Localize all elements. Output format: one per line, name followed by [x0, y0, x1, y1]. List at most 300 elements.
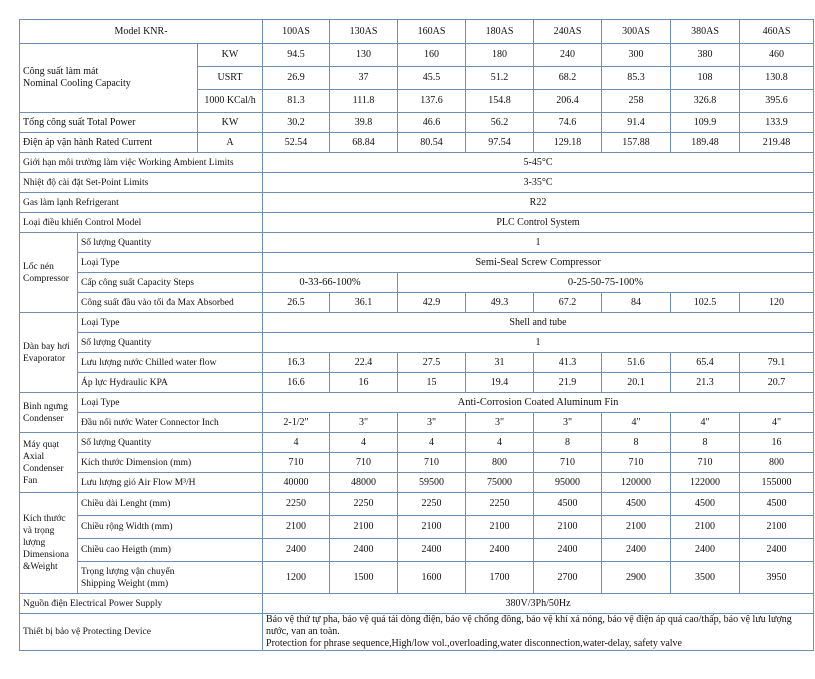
evaporator-flow-label	[78, 353, 263, 373]
fan-airflow-value	[602, 473, 671, 493]
evaporator-type-value-text: Shell and tube	[509, 316, 567, 328]
dims-height-value	[466, 539, 534, 562]
fan-airflow-value	[534, 473, 602, 493]
cooling-unit	[198, 44, 263, 67]
compressor-quantity-label-text: Số lượng Quantity	[81, 237, 152, 248]
dims-length-value	[534, 493, 602, 516]
cooling-value	[602, 44, 671, 67]
condenser-connector-value-text: 2-1/2"	[283, 416, 309, 428]
evaporator-pressure-value	[398, 373, 466, 393]
dims-width-value-text: 2100	[489, 521, 510, 532]
cooling-value-text: 240	[560, 49, 576, 60]
dims-height-value	[740, 539, 814, 562]
total-power-value-text: 46.6	[422, 116, 441, 128]
protection-value-text: Bảo vệ thứ tự pha, bảo vệ quá tải dòng điện, bảo vệ chống đông, bảo vệ khí xả nóng, bảo vệ điện áp quá cao/thấp, bảo vệ lưu lượng nước, van an toàn.	[266, 614, 792, 637]
model-name	[398, 20, 466, 44]
dims-weight-value	[330, 562, 398, 594]
cooling-value	[398, 44, 466, 67]
condenser-connector-value	[671, 413, 740, 433]
fan-dimension-value-text: 710	[356, 456, 372, 468]
cooling-value-text: 206.4	[556, 95, 579, 106]
rated-current-value	[398, 133, 466, 153]
dims-length-value-text: 2250	[353, 498, 374, 509]
total-power-label	[20, 113, 198, 133]
evaporator-pressure-value-text: 16	[358, 376, 369, 388]
compressor-max-label	[78, 293, 263, 313]
cooling-value	[671, 90, 740, 113]
control-value	[263, 213, 814, 233]
cooling-value	[398, 67, 466, 90]
evaporator-type-row	[20, 313, 814, 333]
fan-dimension-value	[263, 453, 330, 473]
evaporator-flow-value	[398, 353, 466, 373]
fan-airflow-value-text: 75000	[487, 476, 513, 488]
dims-width-value-text: 2100	[557, 521, 578, 532]
dims-height-value	[671, 539, 740, 562]
fan-airflow-value	[740, 473, 814, 493]
dims-length-value	[263, 493, 330, 516]
cooling-value	[330, 90, 398, 113]
evaporator-pressure-row	[20, 373, 814, 393]
compressor-steps-a-text: 0-33-66-100%	[299, 276, 361, 288]
compressor-quantity-row	[20, 233, 814, 253]
cooling-value-text: 111.8	[352, 95, 375, 106]
rated-current-value-text: 80.54	[420, 136, 443, 148]
dims-weight-value-text: 2700	[557, 571, 578, 583]
model-name	[263, 20, 330, 44]
fan-quantity-value-text: 4	[497, 436, 503, 448]
evaporator-flow-value	[602, 353, 671, 373]
ambient-value	[263, 153, 814, 173]
rated-current-value-text: 219.48	[762, 136, 791, 148]
dims-weight-label-text: Shipping Weight (mm)	[81, 578, 169, 589]
rated-current-unit	[198, 133, 263, 153]
evaporator-flow-value	[330, 353, 398, 373]
evaporator-group-text: Dàn bay hơi	[23, 341, 70, 352]
dims-height-value	[330, 539, 398, 562]
total-power-value-text: 30.2	[287, 116, 305, 128]
dims-width-label	[78, 516, 263, 539]
refrigerant-value-text: R22	[529, 196, 547, 208]
dims-length-value	[330, 493, 398, 516]
compressor-group-text: Compressor	[23, 273, 69, 284]
fan-dimension-value-text: 710	[628, 456, 644, 468]
condenser-connector-value	[740, 413, 814, 433]
dims-length-row	[20, 493, 814, 516]
compressor-steps-label-text: Cấp công suất Capacity Steps	[81, 277, 194, 288]
fan-quantity-value	[398, 433, 466, 453]
dims-length-label	[78, 493, 263, 516]
cooling-value-text: 160	[424, 49, 440, 60]
total-power-value-text: 109.9	[693, 116, 717, 128]
cooling-value	[398, 90, 466, 113]
fan-dimension-value-text: 710	[560, 456, 576, 468]
fan-group-text: Condenser	[23, 463, 64, 474]
dims-height-row	[20, 539, 814, 562]
cooling-value-text: 85.3	[627, 72, 645, 83]
cooling-value	[671, 44, 740, 67]
compressor-max-value	[263, 293, 330, 313]
condenser-connector-value	[466, 413, 534, 433]
cooling-unit	[198, 90, 263, 113]
rated-current-value-text: 68.84	[352, 136, 375, 148]
dims-weight-label	[78, 562, 263, 594]
cooling-value	[263, 44, 330, 67]
dims-width-value-text: 2100	[766, 521, 787, 532]
evaporator-flow-value-text: 16.3	[287, 356, 305, 368]
compressor-type-label	[78, 253, 263, 273]
cooling-value-text: 154.8	[488, 95, 511, 106]
rated-current-value-text: 52.54	[284, 136, 308, 148]
condenser-connector-value	[263, 413, 330, 433]
fan-dimension-value-text: 710	[697, 456, 713, 468]
model-name-text: 180AS	[485, 25, 514, 37]
fan-quantity-value-text: 8	[633, 436, 639, 448]
condenser-type-value-text: Anti-Corrosion Coated Aluminum Fin	[457, 396, 619, 408]
fan-airflow-value-text: 59500	[419, 476, 445, 488]
dims-width-label-text: Chiều rộng Width (mm)	[81, 522, 173, 532]
setpoint-label	[20, 173, 263, 193]
protection-value-text: Protection for phrase sequence,High/low vol.,overloading,water disconnection,water-delay, safety valve	[266, 638, 682, 649]
evaporator-flow-row	[20, 353, 814, 373]
total-power-unit	[198, 113, 263, 133]
fan-quantity-label	[78, 433, 263, 453]
fan-airflow-value-text: 48000	[351, 476, 377, 488]
dims-weight-value-text: 1600	[421, 571, 442, 583]
compressor-max-value-text: 84	[631, 296, 642, 308]
dims-height-label-text: Chiều cao Heigth (mm)	[81, 545, 171, 555]
cooling-unit-text: USRT	[217, 72, 243, 83]
compressor-max-value	[534, 293, 602, 313]
compressor-max-value	[466, 293, 534, 313]
condenser-connector-value	[534, 413, 602, 433]
evaporator-quantity-row	[20, 333, 814, 353]
dims-length-value	[671, 493, 740, 516]
condenser-type-value	[263, 393, 814, 413]
dims-weight-row	[20, 562, 814, 594]
model-header-text: Model KNR-	[114, 25, 168, 37]
evaporator-pressure-value-text: 20.7	[767, 376, 786, 388]
compressor-max-value-text: 49.3	[490, 296, 509, 308]
fan-dimension-value	[398, 453, 466, 473]
fan-airflow-value	[466, 473, 534, 493]
cooling-value-text: 380	[697, 49, 713, 60]
dims-length-value-text: 4500	[626, 498, 647, 509]
fan-airflow-value-text: 155000	[761, 476, 792, 488]
model-name-text: 240AS	[553, 25, 582, 37]
header-row	[20, 20, 814, 44]
evaporator-flow-value-text: 79.1	[767, 356, 786, 368]
protection-label	[20, 614, 263, 651]
fan-quantity-value	[534, 433, 602, 453]
compressor-max-value	[671, 293, 740, 313]
fan-airflow-value-text: 122000	[690, 476, 721, 488]
condenser-group-text: Bình ngưng	[23, 401, 68, 412]
condenser-group-text: Condenser	[23, 413, 64, 424]
model-name-text: 100AS	[282, 25, 310, 37]
cooling-unit	[198, 67, 263, 90]
evaporator-pressure-label	[78, 373, 263, 393]
cooling-value-text: 108	[697, 72, 713, 83]
control-row	[20, 213, 814, 233]
total-power-value-text: 91.4	[627, 116, 645, 128]
dims-width-value	[671, 516, 740, 539]
evaporator-flow-value-text: 22.4	[354, 356, 373, 368]
power-supply-value	[263, 594, 814, 614]
evaporator-type-value	[263, 313, 814, 333]
rated-current-label	[20, 133, 198, 153]
dims-length-value	[602, 493, 671, 516]
cooling-label	[20, 44, 198, 113]
dims-weight-value-text: 1700	[489, 571, 510, 583]
rated-current-value	[740, 133, 814, 153]
dims-height-value	[398, 539, 466, 562]
dims-height-value-text: 2400	[489, 544, 510, 555]
cooling-value	[263, 90, 330, 113]
cooling-value-text: 81.3	[287, 95, 305, 106]
total-power-value-text: 74.6	[558, 116, 577, 128]
fan-quantity-value	[330, 433, 398, 453]
dims-width-value	[398, 516, 466, 539]
compressor-max-value-text: 42.9	[422, 296, 441, 308]
dims-height-value-text: 2400	[353, 544, 374, 555]
cooling-value	[466, 90, 534, 113]
cooling-value	[740, 44, 814, 67]
fan-airflow-row	[20, 473, 814, 493]
cooling-value	[534, 67, 602, 90]
dims-group-text: và trọng lượng	[23, 526, 55, 548]
dims-length-value-text: 2250	[286, 498, 307, 509]
model-name-text: 160AS	[417, 25, 446, 37]
protection-label-text: Thiết bị bảo vệ Protecting Device	[23, 627, 151, 637]
fan-dimension-value	[602, 453, 671, 473]
refrigerant-row	[20, 193, 814, 213]
fan-dimension-value	[330, 453, 398, 473]
compressor-steps-label	[78, 273, 263, 293]
fan-quantity-row	[20, 433, 814, 453]
evaporator-pressure-value	[602, 373, 671, 393]
cooling-value	[602, 67, 671, 90]
fan-quantity-value-text: 4	[429, 436, 435, 448]
model-name-text: 460AS	[762, 25, 791, 37]
compressor-type-row	[20, 253, 814, 273]
rated-current-value	[671, 133, 740, 153]
total-power-value	[534, 113, 602, 133]
evaporator-pressure-value	[466, 373, 534, 393]
model-name	[466, 20, 534, 44]
dims-length-value-text: 4500	[766, 498, 787, 509]
condenser-connector-value-text: 3"	[494, 416, 505, 428]
evaporator-pressure-value	[740, 373, 814, 393]
cooling-value	[330, 67, 398, 90]
fan-quantity-value	[263, 433, 330, 453]
dims-weight-value	[398, 562, 466, 594]
compressor-type-value	[263, 253, 814, 273]
cooling-value-text: 137.6	[420, 95, 443, 106]
power-supply-label	[20, 594, 263, 614]
evaporator-pressure-value	[534, 373, 602, 393]
cooling-value	[602, 90, 671, 113]
rated-current-row	[20, 133, 814, 153]
cooling-value-text: 130.8	[765, 72, 788, 83]
dims-height-value-text: 2400	[695, 544, 716, 555]
evaporator-type-label-text: Loại Type	[81, 317, 120, 328]
fan-dimension-value-text: 710	[288, 456, 304, 468]
condenser-connector-value-text: 4"	[700, 416, 710, 428]
evaporator-flow-value-text: 65.4	[696, 356, 714, 368]
control-label	[20, 213, 263, 233]
power-supply-label-text: Nguồn điện Electrical Power Supply	[23, 598, 163, 609]
dims-weight-label-text: Trọng lượng vận chuyển	[81, 566, 175, 577]
compressor-quantity-value-text: 1	[535, 236, 541, 248]
evaporator-pressure-value-text: 21.3	[696, 376, 714, 388]
fan-group-text: Axial	[23, 451, 45, 462]
fan-quantity-value	[740, 433, 814, 453]
dims-width-value-text: 2100	[695, 521, 716, 532]
total-power-row	[20, 113, 814, 133]
cooling-value-text: 130	[356, 49, 372, 60]
total-power-unit-text: KW	[221, 116, 239, 128]
dims-height-value-text: 2400	[557, 544, 578, 555]
condenser-connector-value-text: 4"	[771, 416, 782, 428]
fan-group-text: Máy quạt	[23, 439, 60, 450]
condenser-connector-value	[330, 413, 398, 433]
compressor-type-label-text: Loại Type	[81, 257, 120, 268]
cooling-value	[534, 44, 602, 67]
evaporator-pressure-value-text: 15	[426, 376, 437, 388]
cooling-value-text: 45.5	[422, 72, 441, 83]
compressor-type-value-text: Semi-Seal Screw Compressor	[475, 256, 601, 268]
rated-current-unit-text: A	[226, 136, 234, 148]
dims-length-label-text: Chiều dài Lenght (mm)	[81, 499, 171, 509]
cooling-value-text: 94.5	[287, 49, 305, 60]
total-power-value	[466, 113, 534, 133]
dims-height-label	[78, 539, 263, 562]
evaporator-pressure-value	[671, 373, 740, 393]
dims-length-value-text: 4500	[695, 498, 716, 509]
model-name	[671, 20, 740, 44]
power-supply-row	[20, 594, 814, 614]
cooling-value-text: 37	[358, 72, 369, 83]
fan-group	[20, 433, 78, 493]
rated-current-label-text: Điện áp vận hành Rated Current	[23, 136, 153, 148]
dims-length-value-text: 2250	[421, 498, 442, 509]
dims-height-value-text: 2400	[766, 544, 787, 555]
total-power-value	[398, 113, 466, 133]
total-power-value-text: 56.2	[490, 116, 509, 128]
condenser-type-row	[20, 393, 814, 413]
compressor-steps-row	[20, 273, 814, 293]
evaporator-quantity-value	[263, 333, 814, 353]
dims-weight-value	[263, 562, 330, 594]
evaporator-flow-value	[671, 353, 740, 373]
fan-quantity-value	[466, 433, 534, 453]
cooling-value	[263, 67, 330, 90]
setpoint-row	[20, 173, 814, 193]
fan-quantity-value-text: 16	[771, 436, 782, 448]
evaporator-flow-value-text: 31	[494, 356, 505, 368]
fan-quantity-label-text: Số lượng Quantity	[81, 437, 152, 448]
total-power-value	[671, 113, 740, 133]
fan-dimension-label-text: Kích thước Dimension (mm)	[81, 457, 192, 468]
fan-quantity-value	[671, 433, 740, 453]
rated-current-value	[263, 133, 330, 153]
fan-airflow-value-text: 120000	[621, 476, 652, 488]
evaporator-quantity-label	[78, 333, 263, 353]
dims-width-value	[263, 516, 330, 539]
fan-airflow-value	[330, 473, 398, 493]
dims-group-text: Dimensiona	[23, 550, 69, 560]
total-power-value-text: 133.9	[765, 116, 788, 128]
dims-weight-value	[466, 562, 534, 594]
dims-group-text: &Weight	[23, 562, 58, 572]
dims-width-value-text: 2100	[421, 521, 442, 532]
fan-group-text: Fan	[23, 475, 38, 486]
cooling-value	[466, 67, 534, 90]
model-name-text: 130AS	[349, 25, 378, 37]
compressor-max-value-text: 102.5	[693, 296, 717, 308]
total-power-label-text: Tổng công suất Total Power	[23, 116, 136, 128]
dims-width-value	[330, 516, 398, 539]
control-value-text: PLC Control System	[496, 216, 580, 228]
compressor-quantity-value	[263, 233, 814, 253]
model-name-text: 380AS	[691, 25, 719, 37]
evaporator-quantity-value-text: 1	[535, 336, 541, 348]
evaporator-pressure-value-text: 21.9	[558, 376, 577, 388]
ambient-row	[20, 153, 814, 173]
evaporator-flow-value	[534, 353, 602, 373]
evaporator-type-label	[78, 313, 263, 333]
compressor-max-value-text: 26.5	[287, 296, 305, 308]
cooling-value	[534, 90, 602, 113]
evaporator-pressure-value-text: 19.4	[490, 376, 509, 388]
dims-weight-value-text: 1500	[353, 571, 374, 583]
total-power-value	[263, 113, 330, 133]
dims-height-value	[602, 539, 671, 562]
dims-weight-value-text: 3500	[695, 571, 716, 583]
compressor-group	[20, 233, 78, 313]
model-name-text: 300AS	[622, 25, 650, 37]
cooling-value-text: 258	[628, 95, 644, 106]
rated-current-value-text: 189.48	[691, 136, 719, 148]
dims-weight-value-text: 2900	[626, 571, 647, 583]
setpoint-value-text: 3-35°C	[523, 176, 553, 188]
fan-airflow-value	[398, 473, 466, 493]
dims-length-value-text: 4500	[557, 498, 578, 509]
model-name	[602, 20, 671, 44]
dims-weight-value	[740, 562, 814, 594]
total-power-value-text: 39.8	[354, 116, 373, 128]
fan-dimension-value	[671, 453, 740, 473]
condenser-connector-value-text: 3"	[358, 416, 369, 428]
refrigerant-value	[263, 193, 814, 213]
total-power-value	[602, 113, 671, 133]
fan-quantity-value	[602, 433, 671, 453]
evaporator-flow-value-text: 27.5	[422, 356, 441, 368]
condenser-connector-row	[20, 413, 814, 433]
fan-airflow-label-text: Lưu lượng gió Air Flow M³/H	[81, 477, 196, 488]
condenser-group	[20, 393, 78, 433]
compressor-max-label-text: Công suất đầu vào tối đa Max Absorbed	[81, 297, 234, 308]
fan-dimension-row	[20, 453, 814, 473]
evaporator-flow-value	[740, 353, 814, 373]
fan-quantity-value-text: 4	[361, 436, 367, 448]
compressor-steps-b	[398, 273, 814, 293]
cooling-value	[466, 44, 534, 67]
dims-width-value	[602, 516, 671, 539]
total-power-value	[740, 113, 814, 133]
rated-current-value	[534, 133, 602, 153]
